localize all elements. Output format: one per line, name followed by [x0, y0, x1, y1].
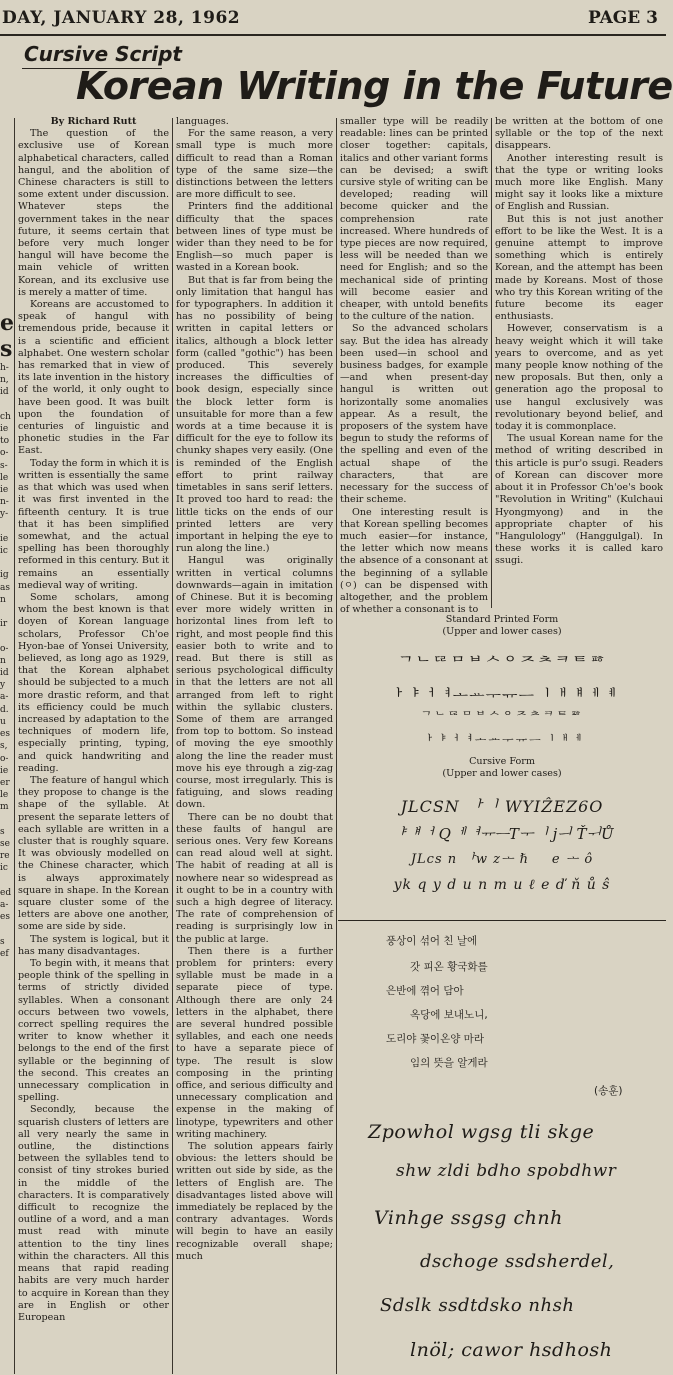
handwriting-line-5: Sdslk ssdtdsko nhsh [380, 1295, 575, 1316]
paragraph: The feature of hangul which they propose to change is the shape of the syllable. At present the separate letters of each syllable are written in a cluster that is roughly square. It was obviously modelled on the Chinese character, which is always approximately square in shape. In the Korean square cluster some of the letters are above one another, some are side by side. [18, 774, 169, 933]
paragraph: Then there is a further problem for printers: every syllable must be made in a separate piece of type. Although there are only 24 letters in the alphabet, there are several hundred possible syllables, and each one needs to have a separate piece of type. The result is slow composing in the printing office, and serious difficulty and unnecessary complication and expense in the making of linotype, typewriters and other writing machinery. [176, 945, 333, 1140]
fragment-line: a- [0, 692, 9, 703]
paragraph: The usual Korean name for the method of writing described in this article is pur'o ssugi. Readers of Korean can discover more about it in Professor Ch'oe's book "Revolution in Writing" (Kulchaui Hyongmyong) and in the appropriate chapter of his "Hangulology" (Hanggulgal). In these works it is called karo ssugi. [495, 433, 663, 567]
poem-line-6: 임의 뜻을 알게라 [410, 1057, 488, 1069]
poem-line-4: 옥당에 보내노니, [410, 1009, 488, 1021]
cursive-form-row-1: JLCSN ᅡᅵ WYIẐEZ6O [400, 797, 604, 816]
paragraph: languages. [176, 116, 229, 127]
handwriting-line-4: dschoge ssdsherdel, [420, 1251, 615, 1272]
paragraph: Koreans are accustomed to speak of hangul with tremendous pride, because it is a scientific and efficient alphabet. One western scholar has remarked that in view of its late invention in the history of the world, it only ought to have been good. It was built upon the foundation of centuries of linguistic and phonetic studies in the Far East. [18, 299, 169, 457]
cursive-form-title: Cursive Form [469, 756, 535, 767]
cursive-form-row-2: ᅣᅤᅥ QᅦᅧᅲᅳTᅮᅵ jᅴ ŤᅱŮ [390, 825, 614, 843]
masthead-rule [0, 34, 666, 36]
fragment-line: to [0, 436, 10, 447]
paragraph: Hangul was originally written in vertical columns downwards—again in imitation of Chinese. But it is becoming ever more widely written in horizontal lines from left to right, and most people find this easier both to write and to read. But there is still as serious psychological difficulty in that the letters are not all arranged from left to right within the syllabic clusters. Some of them are arranged from top to bottom. So instead of moving the eye smoothly along the line the reader must move his eye through a zig-zag course, most irregularly. This is fatiguing, and slows reading down. [176, 555, 333, 811]
fragment-line: le [0, 472, 9, 483]
fragment-line: s, [0, 741, 8, 752]
fragment-line: y [0, 680, 6, 691]
fragment-line: n, [0, 375, 9, 386]
article-column-4 [495, 116, 663, 612]
handwriting-line-1: Zpowhol wgsg tli skge [368, 1121, 595, 1143]
fragment-line: u [0, 716, 6, 727]
fragment-line: id [0, 668, 9, 679]
fragment-line: le [0, 790, 9, 801]
fragment-line: s- [0, 460, 8, 471]
fragment-line [0, 521, 12, 533]
printed-form-row-3: ᄀᄂᄃᄅᄆᄇᄉᄋᄌᄎᄏᄐᄑᄒ [420, 710, 584, 724]
fragment-line: er [0, 777, 10, 788]
fragment-line: ie [0, 533, 9, 544]
cursive-form-subtitle: (Upper and lower cases) [442, 768, 562, 779]
paragraph: For the same reason, a very small type is much more difficult to read than a Roman type of the same size—the distinctions between the letters are more difficult to see. [176, 128, 333, 201]
paragraph: Another interesting result is that the type or writing looks much more like English. Many might say it looks like a mixture of English and Russian. [495, 152, 663, 213]
fragment-line: m [0, 802, 9, 813]
fragment-line [0, 875, 12, 887]
poem-line-3: 은반에 껶어 담아 [386, 985, 464, 997]
fragment-line: re [0, 851, 10, 862]
fragment-line: h- [0, 363, 9, 373]
paragraph: The question of the exclusive use of Korean alphabetical characters, called hangul, and the abolition of Chinese characters is still to some extent under discussion. Whatever steps the government takes in the near future, it seems certain that before very much longer hangul will have become the main vehicle of written Korean, and its exclusive use is merely a matter of time. [18, 128, 169, 298]
fragment-line: se [0, 838, 10, 849]
masthead-page-number: PAGE 3 [588, 8, 658, 28]
article-headline: Korean Writing in the Future [76, 64, 673, 108]
fragment-line: ed [0, 887, 12, 898]
article-column-2 [176, 116, 333, 1372]
fragment-lines [0, 362, 12, 960]
fragment-line [0, 399, 12, 411]
paragraph: Today the form in which it is written is essentially the same as that which was used when it was first invented in the fifteenth century. It is true that it has been simplified somewhat, and the actual spelling has been thoroughly reformed in this century. But it remains an essentially medieval way of writing. [18, 457, 169, 591]
printed-form-row-2: ᅡᅣᅥᅧᅩᅭᅮᅲᅳᅵᅢᅤᅦᅨ [386, 686, 618, 705]
article-kicker: Cursive Script [24, 42, 182, 66]
poem-line-5: 도리야 꽃이온양 마라 [386, 1033, 484, 1045]
fragment-line: o- [0, 448, 9, 459]
fragment-line [0, 557, 12, 569]
fragment-line: ig [0, 570, 9, 581]
fragment-line [0, 606, 12, 618]
poem-line-1: 풍상이 섞어 친 날에 [386, 935, 478, 947]
fragment-line: ie [0, 424, 9, 435]
column-rule-3 [491, 118, 492, 608]
article-column-3 [340, 116, 488, 616]
paragraph: So the advanced scholars say. But the idea has already been used—in school and business badges, for example—and when present-day hangul is written out horizontally some anomalies appear. As a result, the proposers of the system have begun to study the reforms of the spelling and even of the actual shape of the characters, that are necessary for the success of their scheme. [340, 323, 488, 506]
paragraph: smaller type will be readily readable: lines can be printed closer together: capitals, italics and other variant forms can be devised; a swift cursive style of writing can be developed; reading will become quicker and the comprehension rate increased. Where hundreds of type pieces are now required, less will be needed than we need for English; and so the mechanical side of printing will become easier and cheaper, with untold benefits to the culture of the nation. [340, 116, 488, 323]
fragment-line [0, 814, 12, 826]
paragraph: The system is logical, but it has many disadvantages. [18, 933, 169, 957]
masthead-date: DAY, JANUARY 28, 1962 [2, 8, 241, 28]
cursive-form-row-3: JLcs n ᅡw zᅩ ℏ ᅟ e ᅩ ô [410, 852, 594, 867]
handwriting-line-6: lnöl; cawor hsdhosh [410, 1339, 613, 1361]
handwriting-line-2: shw zldi bdho spobdhwr [396, 1161, 617, 1181]
paragraph: There can be no doubt that these faults of hangul are serious ones. Very few Koreans can read aloud well at sight. The habit of reading at all is nowhere near so widespread as it ought to be in a country with such a high degree of literacy. The rate of comprehension of reading is surprisingly low in the public at large. [176, 811, 333, 945]
printed-form-title: Standard Printed Form [445, 614, 559, 625]
paragraph: Some scholars, among whom the best known is that doyen of Korean language scholars, Professor Ch'oe Hyon-bae of Yonsei University, believed, as long ago as 1929, that the Korean alphabet should be subjected to a much more drastic reform, and that its efficiency could be much increased by adaptation to the techniques of modern life, especially printing, typing, and quick handwriting and reading. [18, 591, 169, 774]
handwriting-line-3: Vinhge ssgsg chnh [374, 1207, 563, 1229]
fragment-line: o- [0, 753, 9, 764]
paragraph: Printers find the additional difficulty that the spaces between lines of type must be wider than they need to be for English—so much paper is wasted in a Korean book. [176, 201, 333, 274]
column-rule-left [14, 118, 15, 1374]
cursive-form-row-4: yk q y d u n m u ℓ e ď ň ů ŝ [393, 877, 611, 893]
paragraph: But this is not just another effort to be like the West. It is a genuine attempt to improve something which is entirely Korean, and the attempt has been made by Koreans. Most of those who try this Korean writing of the future become its eager enthusiasts. [495, 213, 663, 323]
alphabet-figure [340, 614, 664, 914]
fragment-line: ic [0, 546, 8, 557]
poem-line-2: 갓 피온 황국화를 [410, 961, 488, 973]
paragraph: be written at the bottom of one syllable or the top of the next disappears. [495, 116, 663, 152]
fragment-line [0, 923, 12, 935]
column-rule-1 [172, 118, 173, 1374]
fragment-line: y- [0, 509, 9, 520]
adjacent-article-fragment [0, 310, 12, 960]
paragraph: However, conservatism is a heavy weight which it will take years to overcome, and as yet many people know nothing of the new proposals. But then, only a generation ago the proposal to use hangul exclusively was revolutionary beyond belief, and today it is commonplace. [495, 323, 663, 433]
fragment-line: a- [0, 899, 9, 910]
fragment-line [0, 630, 12, 642]
fragment-line: n [0, 594, 6, 605]
poem-author: (송훈) [594, 1085, 623, 1097]
fragment-line: ic [0, 863, 8, 874]
fragment-line: o- [0, 643, 9, 654]
printed-form-row-1: ᄀᄂᄃᄅᄆᄇᄉᄋᄌᄎᄏᄐᄑᄒ [397, 655, 607, 675]
fragment-line: n- [0, 497, 9, 508]
fragment-line: s [0, 936, 5, 947]
fragment-line: es [0, 912, 10, 923]
paragraph: To begin with, it means that people think of the spelling in terms of strictly divided syllables. When a consonant occurs between two vowels, correct spelling requires the writer to know whether it belongs to the end of the first syllable or the beginning of the second. This creates an unnecessary complication in spelling. [18, 958, 169, 1104]
fragment-letters: e s [0, 310, 14, 362]
poem-box [338, 920, 666, 1375]
fragment-line: ie [0, 765, 9, 776]
fragment-line: ef [0, 948, 9, 959]
fragment-line: id [0, 387, 9, 398]
fragment-line: ch [0, 411, 11, 422]
paragraph: The solution appears fairly obvious: the letters should be written out side by side, as the letters of English are. The disadvantages listed above will immediately be replaced by the contrary advantages. Words will begin to have an easily recognizable overall shape; much [176, 1141, 333, 1262]
printed-form-subtitle: (Upper and lower cases) [442, 626, 562, 637]
fragment-line: ir [0, 619, 8, 630]
fragment-line: n [0, 655, 6, 666]
column-rule-2 [336, 118, 337, 1374]
printed-form-row-4: ᅡᅣᅥᅧᅩᅭᅮᅲᅳᅵᅢᅦ [420, 733, 584, 747]
fragment-line: ie [0, 485, 9, 496]
fragment-line: d. [0, 704, 9, 715]
article-column-1 [18, 116, 169, 1372]
fragment-line: es [0, 729, 10, 740]
fragment-line: s [0, 826, 5, 837]
paragraph: Secondly, because the squarish clusters of letters are all very nearly the same in outline, the distinctions between the syllables tend to consist of tiny strokes buried in the middle of the characters. It is comparatively difficult to recognize the outline of a word, and a man must read with minute attention to the tiny lines within the characters. All this means that rapid reading habits are very much harder to acquire in Korean than they are in English or other European [18, 1104, 169, 1323]
article-byline: By Richard Rutt [50, 116, 137, 127]
paragraph: But that is far from being the only limitation that hangul has for typographers. In addition it has no possibility of being written in capital letters or italics, although a block letter form (called "gothic") has been produced. This severely increases the difficulties of book design, especially since the block letter form is unsuitable for more than a few words at a time because it is difficult for the eye to follow its chunky shapes very easily. (One is reminded of the English effort to print railway timetables in sans serif letters. It proved too hard to read: the little ticks on the ends of our printed letters are very important in helping the eye to run along the line.) [176, 274, 333, 555]
fragment-line: as [0, 582, 10, 593]
paragraph: One interesting result is that Korean spelling becomes much easier—for instance, the letter which now means the absence of a consonant at the beginning of a syllable (ㅇ) can be dispensed with altogether, and the problem of whether a consonant is to [340, 506, 488, 616]
